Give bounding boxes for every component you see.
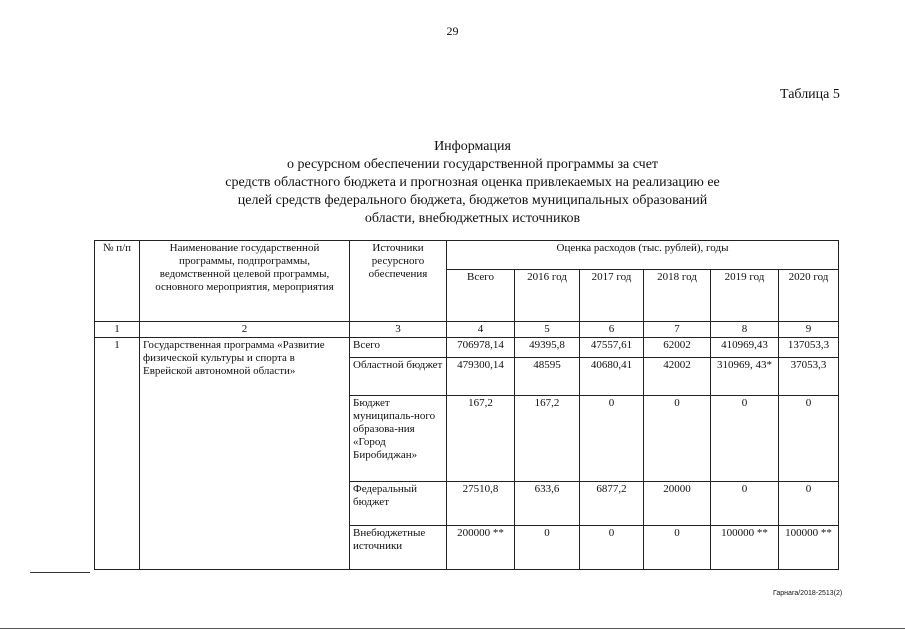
value-cell: 0: [711, 396, 779, 482]
value-cell: 48595: [515, 358, 580, 396]
program-name: Государственная программа «Развитие физической культуры и спорта в Еврейской автономной области»: [140, 338, 350, 570]
index-cell: 2: [140, 322, 350, 338]
value-cell: 6877,2: [580, 482, 644, 526]
index-cell: 8: [711, 322, 779, 338]
index-cell: 7: [644, 322, 711, 338]
value-cell: 62002: [644, 338, 711, 358]
scan-artifact-line: [30, 572, 90, 573]
source-cell: Внебюджетные источники: [350, 526, 447, 570]
value-cell: 310969, 43*: [711, 358, 779, 396]
source-cell: Всего: [350, 338, 447, 358]
footer-code: Гарнага/2018-2513(2): [773, 590, 843, 597]
value-cell: 167,2: [447, 396, 515, 482]
source-cell: Федеральный бюджет: [350, 482, 447, 526]
header-year-2016: 2016 год: [515, 270, 580, 322]
value-cell: 100000 **: [779, 526, 839, 570]
value-cell: 20000: [644, 482, 711, 526]
index-cell: 5: [515, 322, 580, 338]
index-cell: 1: [95, 322, 140, 338]
value-cell: 27510,8: [447, 482, 515, 526]
value-cell: 633,6: [515, 482, 580, 526]
document-heading: [120, 138, 825, 228]
value-cell: 167,2: [515, 396, 580, 482]
value-cell: 479300,14: [447, 358, 515, 396]
value-cell: 0: [779, 396, 839, 482]
heading-line: Информация: [434, 139, 511, 154]
index-cell: 4: [447, 322, 515, 338]
resource-table: [94, 240, 839, 570]
heading-line: целей средств федерального бюджета, бюджетов муниципальных образований: [237, 193, 708, 208]
value-cell: 0: [515, 526, 580, 570]
index-cell: 9: [779, 322, 839, 338]
value-cell: 42002: [644, 358, 711, 396]
header-source: Источники ресурсного обеспечения: [350, 241, 447, 322]
header-year-2019: 2019 год: [711, 270, 779, 322]
heading-line: области, внебюджетных источников: [364, 211, 581, 226]
page-number: 29: [446, 24, 459, 38]
value-cell: 0: [580, 526, 644, 570]
page-edge-line: [0, 628, 905, 629]
program-num: 1: [95, 338, 140, 570]
value-cell: 47557,61: [580, 338, 644, 358]
table-row: [95, 338, 839, 358]
value-cell: 100000 **: [711, 526, 779, 570]
table-label: Таблица 5: [780, 87, 840, 102]
value-cell: 0: [644, 526, 711, 570]
value-cell: 200000 **: [447, 526, 515, 570]
heading-line: о ресурсном обеспечении государственной программы за счет: [286, 157, 659, 172]
index-cell: 6: [580, 322, 644, 338]
header-estimate: Оценка расходов (тыс. рублей), годы: [447, 241, 839, 270]
value-cell: 0: [779, 482, 839, 526]
index-row: [95, 322, 839, 338]
source-cell: Областной бюджет: [350, 358, 447, 396]
value-cell: 0: [711, 482, 779, 526]
value-cell: 49395,8: [515, 338, 580, 358]
header-num: № п/п: [95, 241, 140, 322]
value-cell: 0: [644, 396, 711, 482]
header-year-2017: 2017 год: [580, 270, 644, 322]
value-cell: 706978,14: [447, 338, 515, 358]
header-year-total: Всего: [447, 270, 515, 322]
heading-line: средств областного бюджета и прогнозная оценка привлекаемых на реализацию ее: [225, 175, 720, 190]
value-cell: 40680,41: [580, 358, 644, 396]
header-name: Наименование государственной программы, подпрограммы, ведомственной целевой программы, основного мероприятия, мероприятия: [140, 241, 350, 322]
value-cell: 137053,3: [779, 338, 839, 358]
source-cell: Бюджет муниципаль-ного образова-ния «Город Биробиджан»: [350, 396, 447, 482]
value-cell: 0: [580, 396, 644, 482]
value-cell: 410969,43: [711, 338, 779, 358]
value-cell: 37053,3: [779, 358, 839, 396]
index-cell: 3: [350, 322, 447, 338]
header-year-2018: 2018 год: [644, 270, 711, 322]
header-year-2020: 2020 год: [779, 270, 839, 322]
